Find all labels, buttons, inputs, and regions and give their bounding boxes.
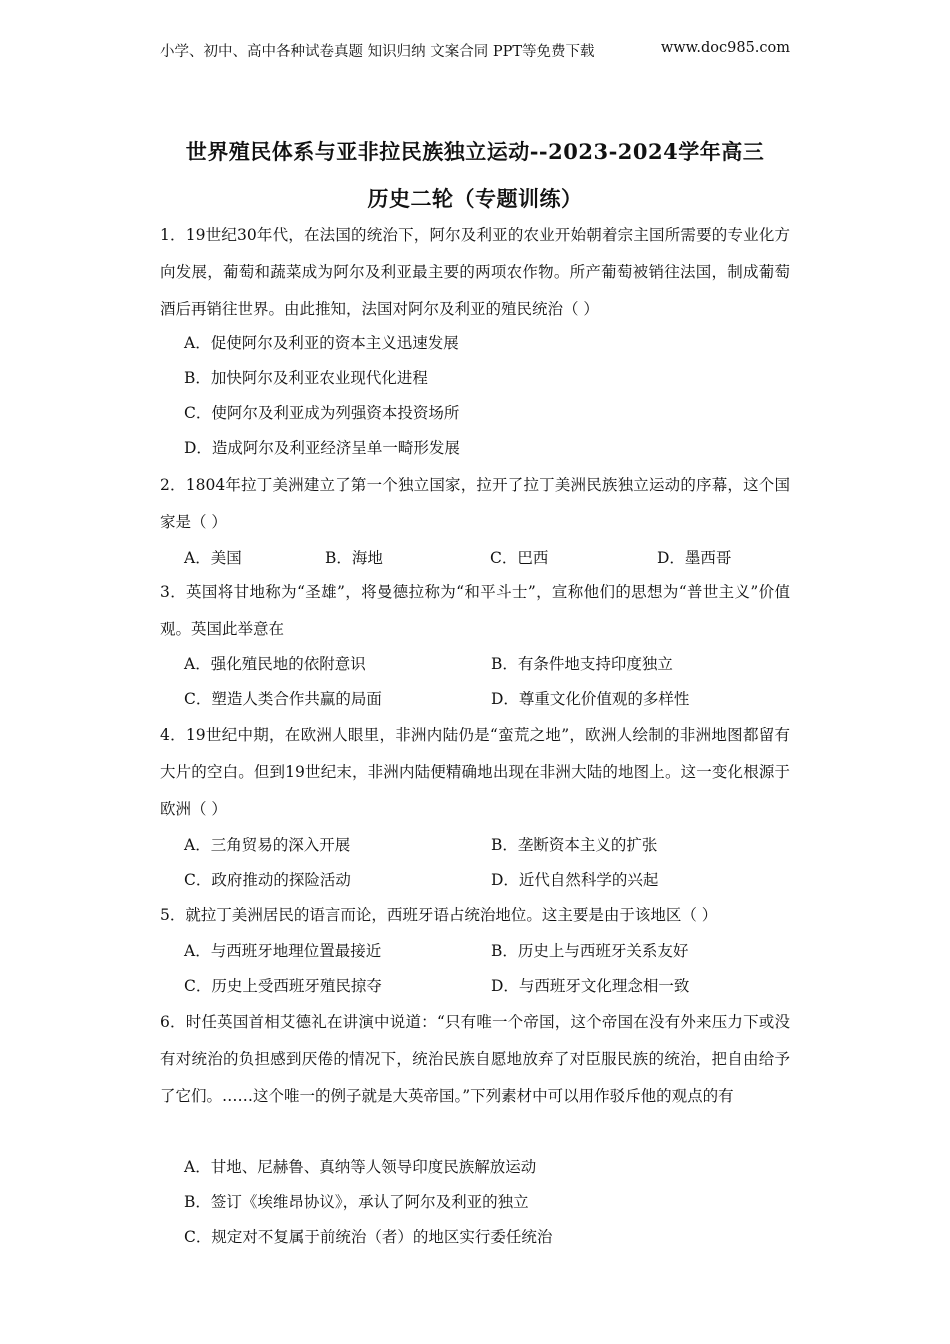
question-2-options [184, 541, 790, 576]
question-4-stem: 4．19世纪中期，在欧洲人眼里，非洲内陆仍是“蛮荒之地”，欧洲人绘制的非洲地图都留有大片的空白。但到19世纪末，非洲内陆便精确地出现在非洲大陆的地图上。这一变化根源于欧洲（ ） [160, 726, 790, 818]
question-3-option-b: B．有条件地支持印度独立 [491, 655, 673, 673]
question-3-option-a: A．强化殖民地的依附意识 [184, 655, 366, 673]
question-1-options [184, 326, 790, 466]
header-site-url: www.doc985.com [660, 40, 790, 56]
question-5-options [184, 934, 790, 1004]
question-2-option-d: D．墨西哥 [657, 549, 732, 567]
question-5-option-a: A．与西班牙地理位置最接近 [184, 942, 382, 960]
question-6-options [184, 1150, 790, 1255]
question-4-options [184, 828, 790, 898]
question-2-option-c: C．巴西 [490, 549, 549, 567]
question-5-option-d: D．与西班牙文化理念相一致 [491, 977, 690, 995]
question-1-stem: 1．19世纪30年代，在法国的统治下，阿尔及利亚的农业开始朝着宗主国所需要的专业化方向发展，葡萄和蔬菜成为阿尔及利亚最主要的两项农作物。所产葡萄被销往法国，制成葡萄酒后再销往世界。由此推知，法国对阿尔及利亚的殖民统治（ ） [160, 226, 790, 318]
question-4-option-d: D．近代自然科学的兴起 [491, 871, 659, 889]
question-4-option-a: A．三角贸易的深入开展 [184, 836, 351, 854]
question-6-option-b: B．签订《埃维昂协议》，承认了阿尔及利亚的独立 [184, 1193, 529, 1211]
question-4-option-b: B．垄断资本主义的扩张 [491, 836, 658, 854]
document-title-line2: 历史二轮（专题训练） [367, 186, 583, 211]
question-5-option-c: C．历史上受西班牙殖民掠夺 [184, 977, 382, 995]
document-title-line1: 世界殖民体系与亚非拉民族独立运动--2023-2024学年高三 [185, 139, 765, 164]
page-header [160, 40, 790, 61]
question-6-option-a: A．甘地、尼赫鲁、真纳等人领导印度民族解放运动 [184, 1158, 537, 1176]
question-6-stem: 6．时任英国首相艾德礼在讲演中说道：“只有唯一个帝国，这个帝国在没有外来压力下或没有对统治的负担感到厌倦的情况下，统治民族自愿地放弃了对臣服民族的统治，把自由给予了它们。……这个唯一的例子就是大英帝国。”下列素材中可以用作驳斥他的观点的有 [160, 1013, 790, 1105]
question-1-option-c: C．使阿尔及利亚成为列强资本投资场所 [184, 404, 460, 422]
question-2-option-b: B．海地 [325, 549, 383, 567]
question-3-option-d: D．尊重文化价值观的多样性 [491, 690, 690, 708]
question-2-stem: 2．1804年拉丁美洲建立了第一个独立国家，拉开了拉丁美洲民族独立运动的序幕，这个国家是（ ） [160, 476, 790, 531]
question-5-option-b: B．历史上与西班牙关系友好 [491, 942, 689, 960]
question-3-option-c: C．塑造人类合作共赢的局面 [184, 690, 382, 708]
question-1-option-d: D．造成阿尔及利亚经济呈单一畸形发展 [184, 439, 460, 457]
question-6-option-c: C．规定对不复属于前统治（者）的地区实行委任统治 [184, 1228, 553, 1246]
question-5-stem: 5．就拉丁美洲居民的语言而论，西班牙语占统治地位。这主要是由于该地区（ ） [160, 906, 718, 924]
question-3-options [184, 647, 790, 717]
question-1-option-a: A．促使阿尔及利亚的资本主义迅速发展 [184, 334, 459, 352]
question-4-option-c: C．政府推动的探险活动 [184, 871, 351, 889]
question-2-option-a: A．美国 [184, 549, 242, 567]
header-left-text: 小学、初中、高中各种试卷真题 知识归纳 文案合同 PPT等免费下载 [160, 44, 595, 60]
question-3-stem: 3．英国将甘地称为“圣雄”，将曼德拉称为“和平斗士”，宣称他们的思想为“普世主义”价值观。英国此举意在 [160, 583, 790, 638]
question-1-option-b: B．加快阿尔及利亚农业现代化进程 [184, 369, 428, 387]
